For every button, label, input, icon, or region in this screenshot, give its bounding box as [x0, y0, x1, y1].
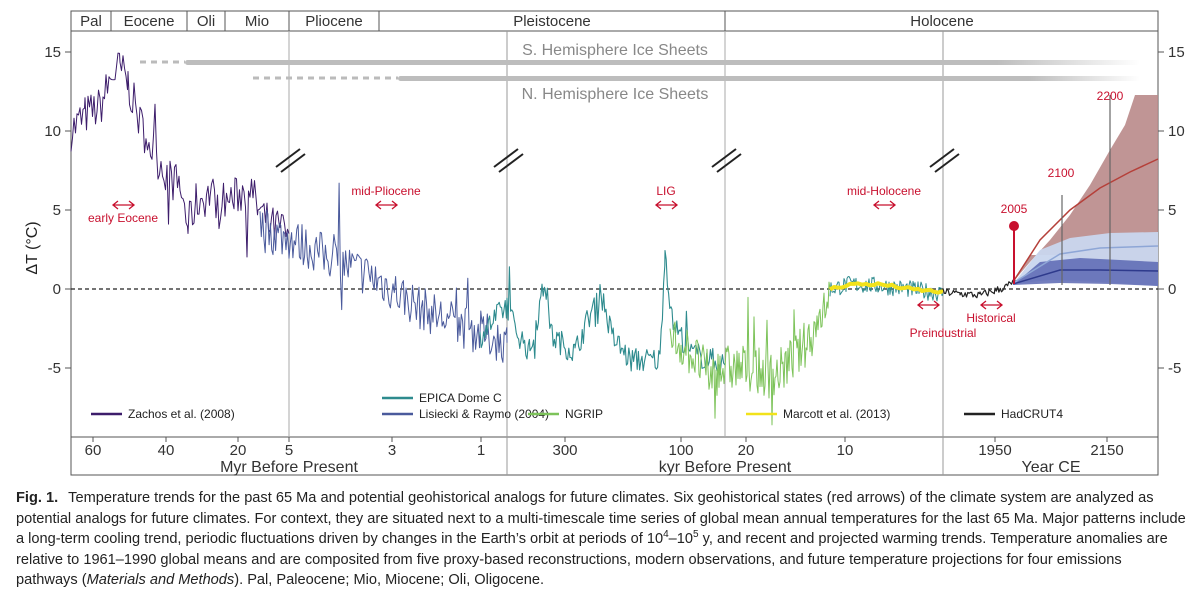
label-mid-pliocene: mid-Pliocene: [351, 184, 421, 198]
x-axis-label-myr: Myr Before Present: [220, 459, 358, 476]
arrow-preindustrial: [918, 301, 939, 309]
legend-label-marcott: Marcott et al. (2013): [783, 407, 891, 421]
x-tick-5: 5: [284, 442, 294, 459]
x-tick-60: 60: [84, 442, 102, 459]
x-axis-label-year: Year CE: [1021, 459, 1081, 476]
y-tick-label-left: 15: [44, 44, 61, 61]
epoch-label-pal: Pal: [80, 13, 102, 30]
epoch-label-pliocene: Pliocene: [305, 13, 363, 30]
arrow-mid-holocene: [874, 201, 895, 209]
caption-sup-1: 4: [663, 529, 669, 541]
legend-label-hadcrut: HadCRUT4: [1001, 407, 1064, 421]
arrow-historical: [981, 301, 1002, 309]
label-preindustrial: Preindustrial: [909, 326, 977, 340]
s-ice-sheet-bar: [185, 60, 1140, 65]
y-tick-label-left: 0: [52, 281, 61, 298]
y-tick-label-right: 15: [1168, 44, 1185, 61]
caption-italic: Materials and Methods: [86, 572, 235, 588]
label-lig: LIG: [656, 184, 676, 198]
caption-text-2: y, and recent and projected warming trends. Temperature anomalies are relative to 1961–1990 global means and are composited from five proxy-based reconstructions, modern observations, and future temperature projections for four emissions pathways (: [16, 531, 1168, 588]
caption-sup-2: 5: [693, 529, 699, 541]
y-tick-label-left: -5: [47, 360, 61, 377]
y-tick-label-right: 0: [1168, 281, 1177, 298]
label-early-eocene: early Eocene: [87, 211, 159, 225]
s-ice-sheet-label: S. Hemisphere Ice Sheets: [522, 42, 708, 59]
caption-text-3: ). Pal, Paleocene; Mio, Miocene; Oli, Oligocene.: [234, 572, 545, 588]
marker-2005-dot: [1009, 221, 1019, 231]
y-tick-label-right: -5: [1168, 360, 1182, 377]
x-tick-1950: 1950: [978, 442, 1012, 459]
epoch-label-oli: Oli: [196, 13, 216, 30]
x-tick-2150: 2150: [1090, 442, 1124, 459]
x-tick-10k: 10: [836, 442, 854, 459]
arrow-mid-pliocene: [376, 201, 397, 209]
y-axis-label: ΔT (°C): [24, 221, 41, 275]
y-tick-label-right: 10: [1168, 123, 1185, 140]
x-tick-40: 40: [157, 442, 175, 459]
figure-caption: [16, 488, 1186, 591]
legend-label-ngrip: NGRIP: [565, 407, 604, 421]
ice-sheets: [140, 42, 1140, 103]
epoch-bar: [80, 11, 974, 31]
series-ngrip: [670, 282, 830, 425]
epoch-label-mio: Mio: [244, 13, 270, 30]
x-tick-20k: 20: [737, 442, 755, 459]
x-tick-3: 3: [387, 442, 397, 459]
series-lisiecki: [260, 183, 507, 362]
n-ice-sheet-bar: [398, 76, 1140, 81]
series-hadcrut: [943, 279, 1015, 298]
marker-2005-label: 2005: [1000, 202, 1028, 216]
arrow-lig: [656, 201, 677, 209]
legend: [91, 391, 1063, 421]
label-mid-holocene: mid-Holocene: [846, 184, 922, 198]
legend-label-lisiecki: Lisiecki & Raymo (2004): [419, 407, 550, 421]
epoch-label-pleistocene: Pleistocene: [513, 13, 591, 30]
n-ice-sheet-label: N. Hemisphere Ice Sheets: [521, 86, 709, 103]
x-tick-300: 300: [552, 442, 578, 459]
axis-break-marks: [276, 149, 959, 172]
series-lines: [71, 53, 1015, 425]
x-axis: [85, 437, 1124, 476]
x-tick-1: 1: [476, 442, 486, 459]
x-tick-20: 20: [229, 442, 247, 459]
y-tick-label-left: 5: [52, 202, 61, 219]
analog-arrows: [113, 201, 1002, 309]
caption-label: Fig. 1.: [16, 490, 59, 506]
x-tick-100: 100: [668, 442, 694, 459]
y-tick-label-right: 5: [1168, 202, 1177, 219]
caption-text-1: Temperature trends for the past 65 Ma and potential geohistorical analogs for future climates. Six geohistorical states (red arrows) of the climate system are analyzed as potential analogs for future climates. For context, they are situated next to a multi-timescale time series of global mean annual temperatures for the last 65 Ma. Major patterns include a long-term cooling trend, periodic fluctuations driven by changes in the Earth’s orbit at periods of 10: [16, 490, 1186, 547]
x-axis-label-kyr: kyr Before Present: [658, 459, 792, 476]
epoch-label-holocene: Holocene: [910, 13, 974, 30]
legend-label-epica: EPICA Dome C: [419, 391, 502, 405]
arrow-early-eocene: [113, 201, 134, 209]
series-zachos: [71, 53, 289, 257]
projection-envelope: [1013, 95, 1158, 286]
caption-dash: –10: [668, 531, 694, 547]
y-tick-label-left: 10: [44, 123, 61, 140]
marker-2100-label: 2100: [1047, 166, 1075, 180]
label-historical: Historical: [966, 311, 1016, 325]
legend-label-zachos: Zachos et al. (2008): [128, 407, 235, 421]
marker-2200-label: 2200: [1096, 89, 1124, 103]
epoch-label-eocene: Eocene: [123, 13, 175, 30]
